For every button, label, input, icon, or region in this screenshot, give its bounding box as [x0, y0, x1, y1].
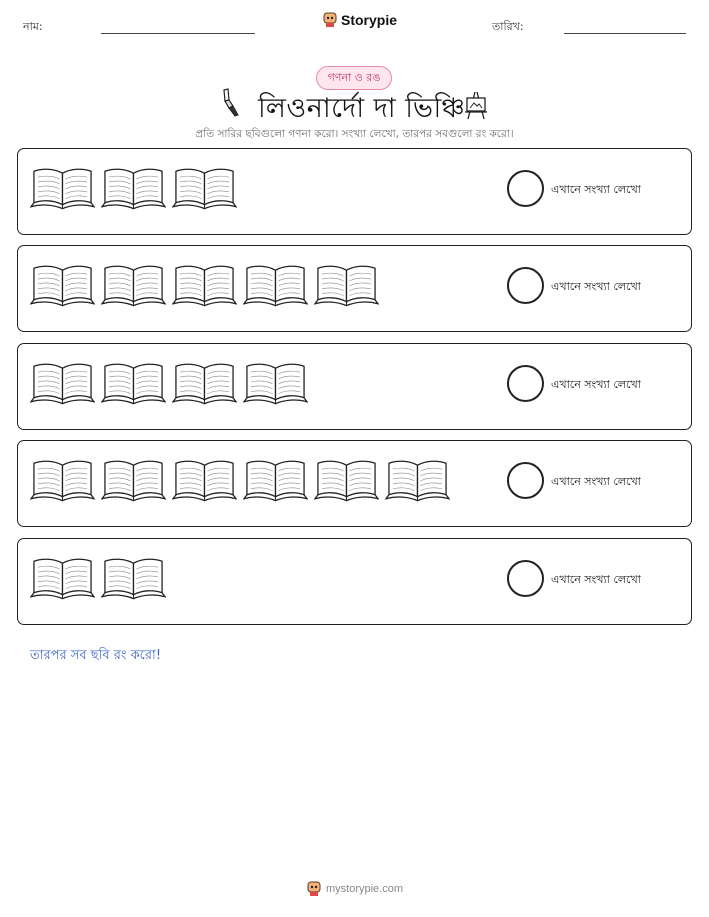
answer-label: এখানে সংখ্যা লেখো — [551, 280, 641, 293]
open-book-icon — [172, 165, 237, 211]
open-book-icon — [172, 360, 237, 406]
storypie-mascot-icon — [323, 12, 337, 28]
easel-icon — [462, 90, 490, 120]
answer-label: এখানে সংখ্যা লেখো — [551, 475, 641, 488]
answer-circle[interactable] — [507, 365, 544, 402]
open-book-icon — [30, 165, 95, 211]
open-book-icon — [101, 457, 166, 503]
date-field-line[interactable] — [564, 33, 686, 34]
answer-circle[interactable] — [507, 170, 544, 207]
answer-label: এখানে সংখ্যা লেখো — [551, 378, 641, 391]
open-book-icon — [314, 262, 379, 308]
answer-circle[interactable] — [507, 462, 544, 499]
open-book-icon — [243, 360, 308, 406]
open-book-icon — [243, 262, 308, 308]
answer-circle[interactable] — [507, 560, 544, 597]
book-group — [30, 262, 379, 308]
counting-row-5 — [17, 538, 692, 625]
open-book-icon — [30, 457, 95, 503]
open-book-icon — [172, 457, 237, 503]
page-title: লিওনার্দো দা ভিঞ্চি — [258, 93, 466, 124]
counting-row-3 — [17, 343, 692, 430]
open-book-icon — [101, 165, 166, 211]
counting-row-1 — [17, 148, 692, 235]
answer-circle[interactable] — [507, 267, 544, 304]
open-book-icon — [101, 360, 166, 406]
open-book-icon — [101, 555, 166, 601]
category-badge: গণনা ও রঙ — [316, 66, 392, 90]
date-label: তারিখ: — [492, 20, 524, 33]
answer-label: এখানে সংখ্যা লেখো — [551, 573, 641, 586]
open-book-icon — [30, 360, 95, 406]
brand-name: Storypie — [341, 12, 398, 28]
open-book-icon — [30, 555, 95, 601]
book-group — [30, 360, 308, 406]
open-book-icon — [314, 457, 379, 503]
book-group — [30, 555, 166, 601]
storypie-mascot-icon — [307, 881, 321, 897]
open-book-icon — [172, 262, 237, 308]
footer-instruction: তারপর সব ছবি রং করো! — [30, 648, 162, 663]
counting-row-4 — [17, 440, 692, 527]
open-book-icon — [385, 457, 450, 503]
book-group — [30, 165, 237, 211]
open-book-icon — [243, 457, 308, 503]
open-book-icon — [30, 262, 95, 308]
site-url: mystorypie.com — [326, 883, 404, 895]
name-field-line[interactable] — [101, 33, 255, 34]
brand-logo — [323, 12, 397, 28]
paintbrush-icon — [220, 88, 242, 118]
instructions-text: প্রতি সারির ছবিগুলো গণনা করো। সংখ্যা লেখো, তারপর সবগুলো রং করো। — [195, 128, 514, 140]
answer-label: এখানে সংখ্যা লেখো — [551, 183, 641, 196]
site-footer[interactable] — [307, 881, 403, 897]
counting-row-2 — [17, 245, 692, 332]
name-label: নাম: — [23, 20, 43, 33]
open-book-icon — [101, 262, 166, 308]
book-group — [30, 457, 450, 503]
